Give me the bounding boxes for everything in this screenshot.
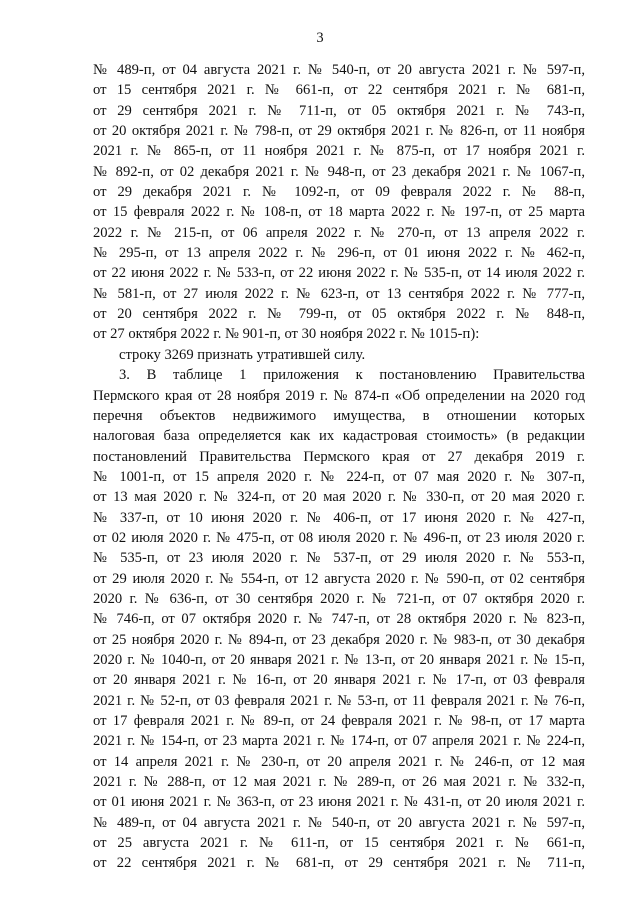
text-line: от 25 августа 2021 г. № 611-п, от 15 сентября 2021 г. № 661-п, (93, 835, 585, 852)
text-line: строку 3269 признать утратившей силу. (119, 346, 366, 363)
text-line: перечня объектов недвижимого имущества, в отношении которых (93, 407, 585, 424)
text-line: от 13 мая 2020 г. № 324-п, от 20 мая 2020 г. № 330-п, от 20 мая 2020 г. (93, 489, 585, 506)
text-line: № 746-п, от 07 октября 2020 г. № 747-п, от 28 октября 2020 г. № 823-п, (93, 611, 585, 628)
text-line: № 535-п, от 23 июля 2020 г. № 537-п, от 29 июля 2020 г. № 553-п, (93, 550, 585, 567)
text-line: 2021 г. № 865-п, от 11 ноября 2021 г. № 875-п, от 17 ноября 2021 г. (93, 143, 585, 160)
text-line: 2021 г. № 154-п, от 23 марта 2021 г. № 174-п, от 07 апреля 2021 г. № 224-п, (93, 733, 585, 750)
page-number: 3 (316, 30, 324, 46)
text-line: от 25 ноября 2020 г. № 894-п, от 23 декабря 2020 г. № 983-п, от 30 декабря (93, 631, 585, 648)
text-line: от 27 октября 2022 г. № 901-п, от 30 ноября 2022 г. № 1015-п): (93, 326, 480, 343)
text-line: 2022 г. № 215-п, от 06 апреля 2022 г. № 270-п, от 13 апреля 2022 г. (93, 224, 585, 241)
text-line: от 02 июля 2020 г. № 475-п, от 08 июля 2020 г. № 496-п, от 23 июля 2020 г. (93, 529, 585, 546)
text-line: 2021 г. № 288-п, от 12 мая 2021 г. № 289-п, от 26 мая 2021 г. № 332-п, (93, 774, 585, 791)
text-line: 2021 г. № 52-п, от 03 февраля 2021 г. № 53-п, от 11 февраля 2021 г. № 76-п, (93, 692, 585, 709)
text-line: от 22 сентября 2021 г. № 681-п, от 29 сентября 2021 г. № 711-п, (93, 855, 585, 872)
text-line: от 29 сентября 2021 г. № 711-п, от 05 октября 2021 г. № 743-п, (93, 102, 585, 119)
text-line: 2020 г. № 636-п, от 30 сентября 2020 г. № 721-п, от 07 октября 2020 г. (93, 590, 585, 607)
text-line: № 295-п, от 13 апреля 2022 г. № 296-п, от 01 июня 2022 г. № 462-п, (93, 245, 585, 262)
text-line: № 1001-п, от 15 апреля 2020 г. № 224-п, от 07 мая 2020 г. № 307-п, (93, 468, 585, 485)
text-line: от 15 сентября 2021 г. № 661-п, от 22 сентября 2021 г. № 681-п, (93, 82, 585, 99)
text-line: от 14 апреля 2021 г. № 230-п, от 20 апреля 2021 г. № 246-п, от 12 мая (93, 753, 585, 770)
text-line: № 489-п, от 04 августа 2021 г. № 540-п, от 20 августа 2021 г. № 597-п, (93, 62, 585, 78)
text-line: № 337-п, от 10 июня 2020 г. № 406-п, от 17 июня 2020 г. № 427-п, (93, 509, 585, 526)
text-line: Пермского края от 28 ноября 2019 г. № 874-п «Об определении на 2020 год (93, 387, 585, 404)
text-line: от 29 декабря 2021 г. № 1092-п, от 09 февраля 2022 г. № 88-п, (93, 184, 585, 201)
text-line: от 17 февраля 2021 г. № 89-п, от 24 февраля 2021 г. № 98-п, от 17 марта (93, 713, 585, 729)
text-line: № 892-п, от 02 декабря 2021 г. № 948-п, от 23 декабря 2021 г. № 1067-п, (93, 163, 585, 180)
text-line: 3. В таблице 1 приложения к постановлению Правительства (119, 367, 585, 384)
text-line: от 22 июня 2022 г. № 533-п, от 22 июня 2022 г. № 535-п, от 14 июля 2022 г. (93, 265, 585, 282)
text-line: от 01 июня 2021 г. № 363-п, от 23 июня 2021 г. № 431-п, от 20 июля 2021 г. (93, 794, 585, 811)
text-line: от 20 января 2021 г. № 16-п, от 20 января 2021 г. № 17-п, от 03 февраля (93, 672, 585, 689)
document-body (93, 60, 585, 874)
text-line: от 20 октября 2021 г. № 798-п, от 29 октября 2021 г. № 826-п, от 11 ноября (93, 123, 585, 140)
text-line: 2020 г. № 1040-п, от 20 января 2021 г. № 13-п, от 20 января 2021 г. № 15-п, (93, 651, 585, 668)
text-line: от 15 февраля 2022 г. № 108-п, от 18 марта 2022 г. № 197-п, от 25 марта (93, 204, 585, 221)
text-line: № 581-п, от 27 июля 2022 г. № 623-п, от 13 сентября 2022 г. № 777-п, (93, 285, 585, 302)
text-line: № 489-п, от 04 августа 2021 г. № 540-п, от 20 августа 2021 г. № 597-п, (93, 814, 585, 831)
text-line: постановлений Правительства Пермского края от 27 декабря 2019 г. (93, 448, 585, 465)
text-line: налоговая база определяется как их кадастровая стоимость» (в редакции (93, 428, 585, 445)
text-line: от 20 сентября 2022 г. № 799-п, от 05 октября 2022 г. № 848-п, (93, 306, 585, 323)
text-line: от 29 июля 2020 г. № 554-п, от 12 августа 2020 г. № 590-п, от 02 сентября (93, 570, 585, 587)
